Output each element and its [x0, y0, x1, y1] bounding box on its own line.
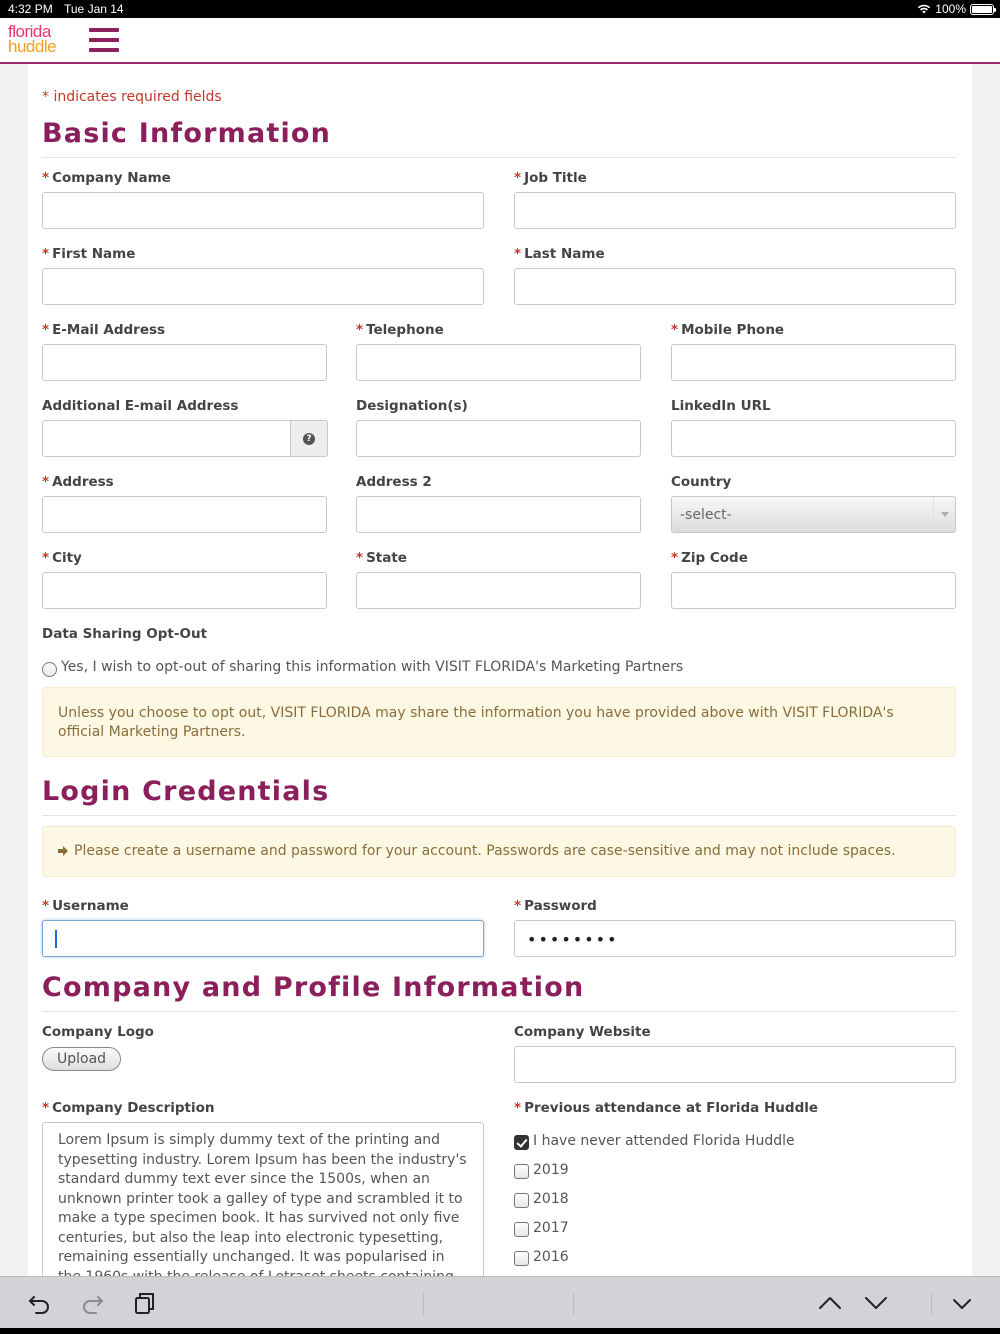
status-time: 4:32 PM: [8, 2, 53, 16]
logo-line1: florida: [8, 22, 51, 41]
address-input[interactable]: [42, 496, 327, 533]
address-label: * Address: [42, 474, 114, 490]
country-select-value: -select-: [680, 507, 732, 523]
linkedin-input[interactable]: [671, 420, 956, 457]
mobile-phone-label: * Mobile Phone: [671, 322, 785, 338]
section-title-basic: Basic Information: [42, 118, 332, 149]
linkedin-label: LinkedIn URL: [671, 398, 771, 414]
divider: [42, 815, 956, 816]
company-website-label: Company Website: [514, 1024, 651, 1040]
company-description-textarea[interactable]: Lorem Ipsum is simply dummy text of the printing and typesetting industry. Lorem Ipsum has been the industry's standard dummy text ever since the 1500s, when an unknown printer took a galley of type and scrambled it to make a type specimen book. It has survived not only five centuries, but also the leap into electronic typesetting, remaining essentially unchanged. It was popularised in: [42, 1122, 484, 1282]
divider: [42, 157, 956, 158]
address2-input[interactable]: [356, 496, 641, 533]
address2-label: Address 2: [356, 474, 432, 490]
hide-keyboard-icon[interactable]: [949, 1291, 975, 1315]
page-background: [0, 64, 1000, 1276]
florida-huddle-logo[interactable]: [8, 24, 64, 58]
attendance-2017-label: 2017: [533, 1220, 569, 1236]
toolbar-divider: [931, 1293, 932, 1315]
company-description-label: * Company Description: [42, 1100, 215, 1116]
city-label: * City: [42, 550, 82, 566]
country-label: Country: [671, 474, 732, 490]
attendance-2019-checkbox[interactable]: [514, 1164, 529, 1179]
designations-label: Designation(s): [356, 398, 468, 414]
email-input[interactable]: [42, 344, 327, 381]
toolbar-divider: [423, 1293, 424, 1315]
wifi-icon: [917, 4, 931, 14]
additional-email-help[interactable]: [291, 420, 328, 457]
attendance-label: * Previous attendance at Florida Huddle: [514, 1100, 819, 1116]
logo-line2: huddle: [8, 37, 57, 56]
status-right: [917, 2, 994, 16]
chevron-up-icon[interactable]: [817, 1291, 843, 1315]
opt-out-radio[interactable]: [42, 662, 57, 677]
required-fields-note: * indicates required fields: [42, 89, 222, 105]
job-title-label: * Job Title: [514, 170, 587, 186]
last-name-input[interactable]: [514, 268, 956, 305]
mobile-phone-input[interactable]: [671, 344, 956, 381]
chevron-down-icon: [933, 497, 955, 532]
sign-in-icon: [58, 846, 71, 856]
additional-email-label: Additional E-mail Address: [42, 398, 239, 414]
attendance-never-checkbox[interactable]: [514, 1135, 529, 1150]
redo-icon[interactable]: [79, 1291, 105, 1315]
state-input[interactable]: [356, 572, 641, 609]
toolbar-divider: [573, 1293, 574, 1315]
bottom-bezel: [0, 1328, 1000, 1334]
battery-percent: 100%: [935, 2, 966, 16]
company-logo-label: Company Logo: [42, 1024, 154, 1040]
company-name-label: * Company Name: [42, 170, 171, 186]
login-alert-text: Please create a username and password for your account. Passwords are case-sensitive and may not include spaces.: [74, 843, 896, 859]
email-label: * E-Mail Address: [42, 322, 166, 338]
battery-icon: [970, 4, 994, 15]
section-title-company: Company and Profile Information: [42, 972, 585, 1003]
username-label: * Username: [42, 898, 129, 914]
zip-code-label: * Zip Code: [671, 550, 748, 566]
country-select[interactable]: [671, 496, 956, 533]
telephone-input[interactable]: [356, 344, 641, 381]
attendance-never-label: I have never attended Florida Huddle: [533, 1133, 795, 1149]
undo-icon[interactable]: [27, 1291, 53, 1315]
attendance-2018-label: 2018: [533, 1191, 569, 1207]
status-date: Tue Jan 14: [64, 2, 124, 16]
first-name-input[interactable]: [42, 268, 484, 305]
job-title-input[interactable]: [514, 192, 956, 229]
password-input[interactable]: [514, 920, 956, 957]
opt-out-label: Data Sharing Opt-Out: [42, 626, 208, 642]
designations-input[interactable]: [356, 420, 641, 457]
attendance-2016-checkbox[interactable]: [514, 1251, 529, 1266]
last-name-label: * Last Name: [514, 246, 605, 262]
city-input[interactable]: [42, 572, 327, 609]
password-label: * Password: [514, 898, 597, 914]
menu-icon[interactable]: [89, 28, 119, 52]
question-icon: ?: [303, 433, 315, 445]
chevron-down-icon[interactable]: [863, 1291, 889, 1315]
telephone-label: * Telephone: [356, 322, 444, 338]
company-website-input[interactable]: [514, 1046, 956, 1083]
text-caret: [55, 930, 57, 948]
divider: [42, 1011, 956, 1012]
additional-email-input[interactable]: [42, 420, 291, 457]
app-header: [0, 18, 1000, 64]
registration-form: [28, 64, 972, 1276]
opt-out-alert: Unless you choose to opt out, VISIT FLORIDA may share the information you have provided above with VISIT FLORIDA's official Marketing Partners.: [42, 687, 956, 757]
copy-icon[interactable]: [132, 1291, 158, 1315]
section-title-login: Login Credentials: [42, 776, 330, 807]
attendance-2019-label: 2019: [533, 1162, 569, 1178]
attendance-2018-checkbox[interactable]: [514, 1193, 529, 1208]
username-input[interactable]: [42, 920, 484, 957]
status-bar: [0, 0, 1000, 18]
keyboard-toolbar: [0, 1276, 1000, 1328]
login-alert: [42, 826, 956, 877]
first-name-label: * First Name: [42, 246, 136, 262]
zip-code-input[interactable]: [671, 572, 956, 609]
company-name-input[interactable]: [42, 192, 484, 229]
upload-button[interactable]: Upload: [42, 1047, 121, 1071]
attendance-2017-checkbox[interactable]: [514, 1222, 529, 1237]
state-label: * State: [356, 550, 407, 566]
opt-out-option-text: Yes, I wish to opt-out of sharing this information with VISIT FLORIDA's Marketing Partners: [61, 659, 684, 675]
attendance-2016-label: 2016: [533, 1249, 569, 1265]
